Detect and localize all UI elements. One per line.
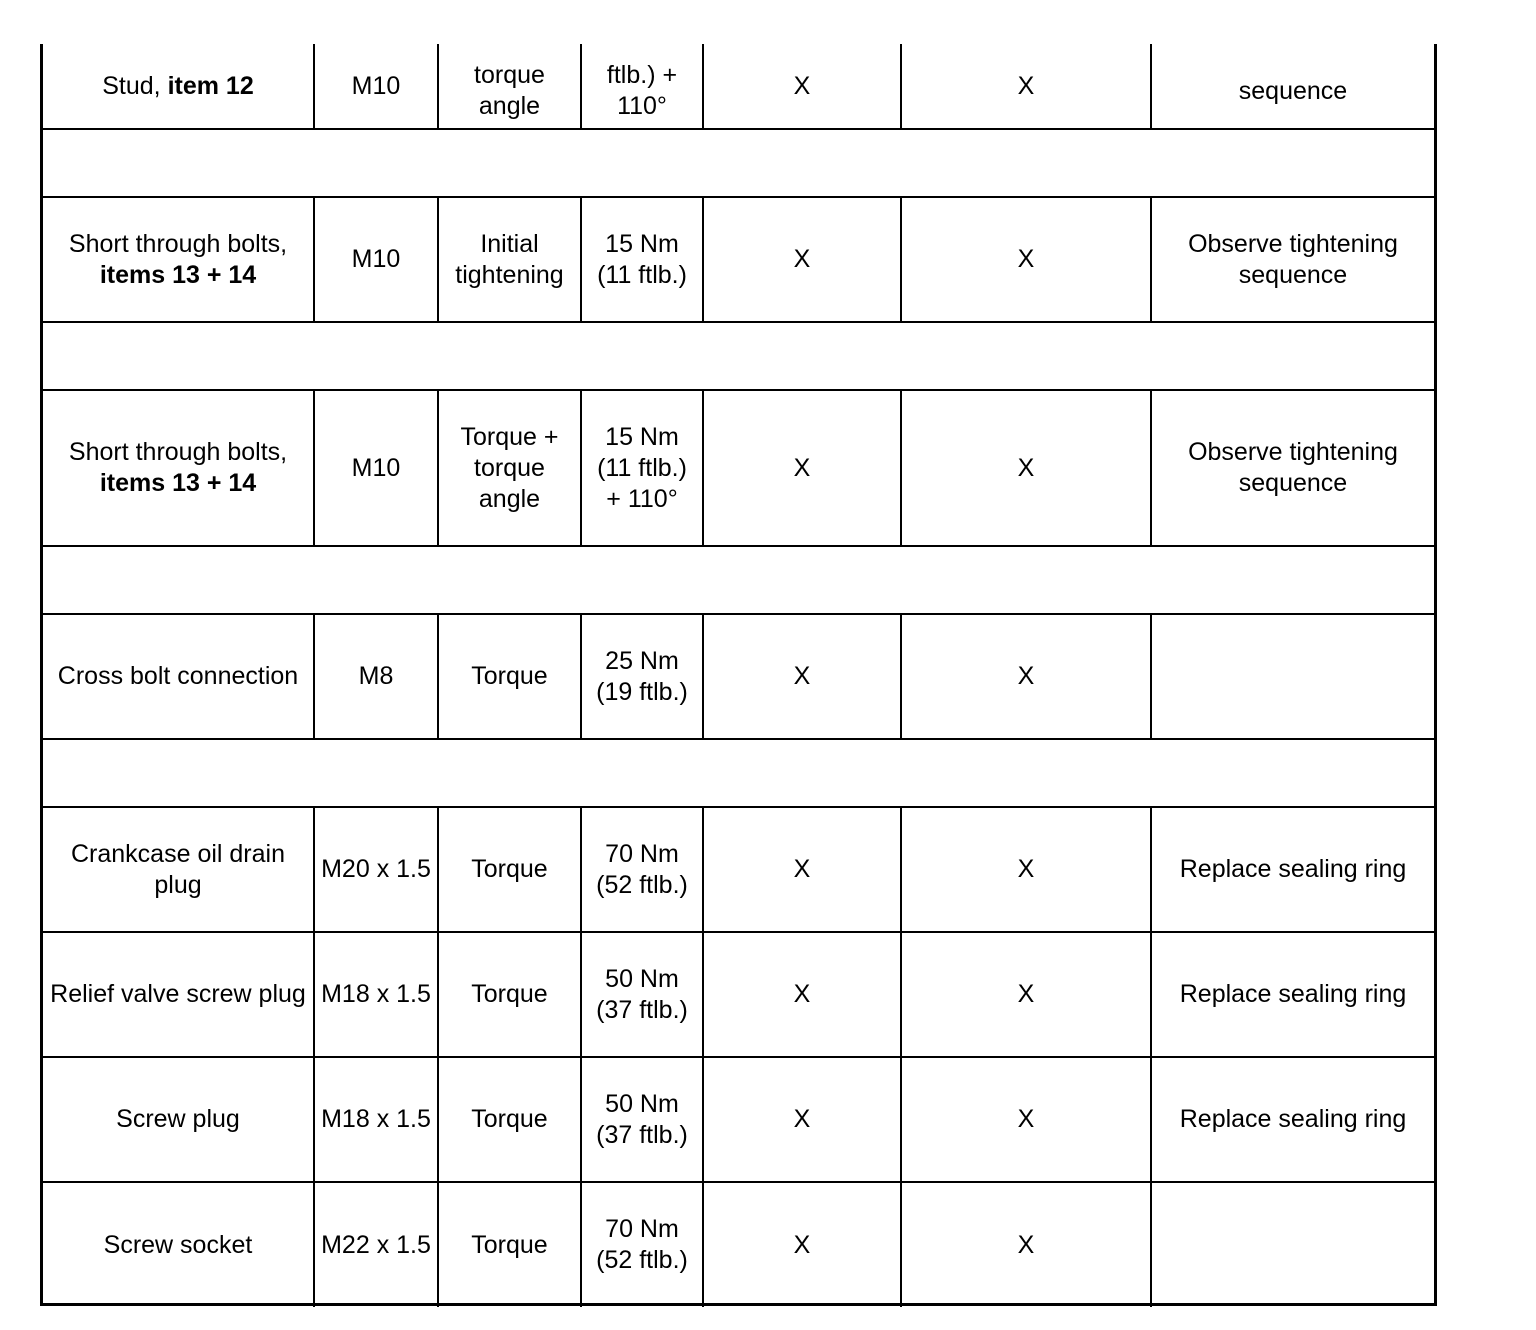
torque-spec-table-frame (40, 44, 1437, 1306)
method-cell: Initial tightening (438, 197, 581, 322)
mark-cell: X (703, 932, 901, 1057)
thread-cell: M18 x 1.5 (314, 932, 438, 1057)
table-row (43, 390, 1434, 546)
part-cell: Crankcase oil drain plug (43, 807, 314, 932)
method-cell: Torque (438, 614, 581, 739)
mark-cell: X (901, 614, 1151, 739)
method-cell: Torque (438, 1182, 581, 1307)
mark-cell: X (901, 932, 1151, 1057)
remarks-cell: sequence (1151, 44, 1434, 129)
thread-cell: M10 (314, 390, 438, 546)
thread-cell: M8 (314, 614, 438, 739)
mark-cell: X (703, 44, 901, 129)
spacer-row (43, 322, 1434, 390)
method-cell: Torque (438, 1057, 581, 1182)
method-cell: torque angle (438, 44, 581, 129)
thread-cell: M20 x 1.5 (314, 807, 438, 932)
table-row (43, 44, 1434, 129)
remarks-cell: Observe tightening sequence (1151, 197, 1434, 322)
mark-cell: X (901, 197, 1151, 322)
spec-cell: 70 Nm (52 ftlb.) (581, 1182, 703, 1307)
spec-cell: 15 Nm (11 ftlb.) (581, 197, 703, 322)
item-reference: items 13 + 14 (99, 260, 257, 289)
method-cell: Torque (438, 932, 581, 1057)
mark-cell: X (901, 807, 1151, 932)
mark-cell: X (901, 390, 1151, 546)
item-reference: item 12 (167, 71, 254, 100)
part-cell: Screw plug (43, 1057, 314, 1182)
method-cell: Torque (438, 807, 581, 932)
spec-cell: 15 Nm (11 ftlb.) + 110° (581, 390, 703, 546)
item-reference: items 13 + 14 (99, 469, 257, 497)
table-row (43, 1182, 1434, 1307)
mark-cell: X (703, 197, 901, 322)
mark-cell: X (901, 1057, 1151, 1182)
part-cell (43, 390, 314, 546)
remarks-cell: Replace sealing ring (1151, 807, 1434, 932)
torque-spec-table (43, 44, 1434, 1307)
spec-cell: 25 Nm (19 ftlb.) (581, 614, 703, 739)
remarks-cell (1151, 614, 1434, 739)
part-name: Stud, (102, 71, 168, 100)
spec-cell: 50 Nm (37 ftlb.) (581, 1057, 703, 1182)
table-row (43, 807, 1434, 932)
thread-cell: M10 (314, 197, 438, 322)
part-cell (43, 44, 314, 129)
remarks-cell (1151, 1182, 1434, 1307)
table-row (43, 1057, 1434, 1182)
part-cell: Screw socket (43, 1182, 314, 1307)
part-cell: Relief valve screw plug (43, 932, 314, 1057)
spec-cell: 70 Nm (52 ftlb.) (581, 807, 703, 932)
remarks-cell: Replace sealing ring (1151, 932, 1434, 1057)
mark-cell: X (703, 390, 901, 546)
mark-cell: X (703, 807, 901, 932)
mark-cell: X (901, 1182, 1151, 1307)
remarks-cell: Replace sealing ring (1151, 1057, 1434, 1182)
part-name: Short through bolts, (68, 229, 288, 258)
spacer-row (43, 739, 1434, 807)
mark-cell: X (703, 1057, 901, 1182)
table-row (43, 614, 1434, 739)
spec-cell: 50 Nm (37 ftlb.) (581, 932, 703, 1057)
part-cell (43, 197, 314, 322)
mark-cell: X (703, 1182, 901, 1307)
mark-cell: X (703, 614, 901, 739)
spec-cell: ftlb.) + 110° (581, 44, 703, 129)
spacer-row (43, 546, 1434, 614)
thread-cell: M10 (314, 44, 438, 129)
part-cell: Cross bolt connection (43, 614, 314, 739)
thread-cell: M22 x 1.5 (314, 1182, 438, 1307)
table-row (43, 932, 1434, 1057)
remarks-cell: Observe tightening sequence (1151, 390, 1434, 546)
thread-cell: M18 x 1.5 (314, 1057, 438, 1182)
mark-cell: X (901, 44, 1151, 129)
spacer-row (43, 129, 1434, 197)
table-row (43, 197, 1434, 322)
part-name: Short through bolts, (68, 438, 288, 466)
method-cell: Torque + torque angle (438, 390, 581, 546)
